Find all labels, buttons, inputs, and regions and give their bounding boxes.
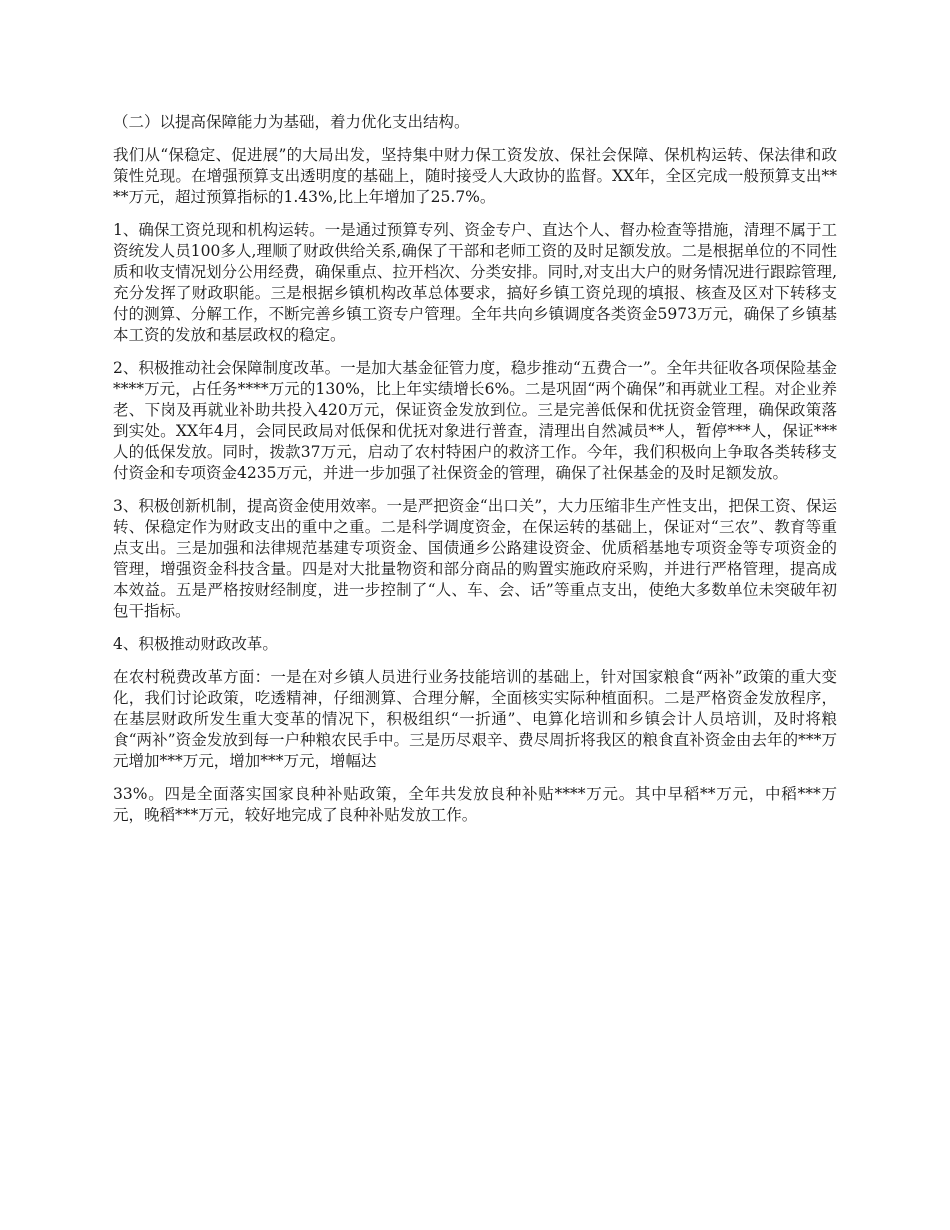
paragraph-social-security: 2、积极推动社会保障制度改革。一是加大基金征管力度，稳步推动“五费合一”。全年共征收各项保险基金****万元，占任务****万元的130%，比上年实绩增长6%。二是巩固“两个确保”和再就业工程。对企业养老、下岗及再就业补助共投入420万元，保证资金发放到位。三是完善低保和优抚资金管理，确保政策落到实处。XX年4月，会同民政局对低保和优抚对象进行普查，清理出自然减员**人，暂停***人，保证***人的低保发放。同时，拨款37万元，启动了农村特困户的救济工作。今年，我们积极向上争取各类转移支付资金和专项资金4235万元，并进一步加强了社保资金的管理，确保了社保基金的及时足额发放。 [113, 359, 837, 482]
paragraph-mechanism: 3、积极创新机制，提高资金使用效率。一是严把资金“出口关”，大力压缩非生产性支出，把保工资、保运转、保稳定作为财政支出的重中之重。二是科学调度资金，在保运转的基础上，保证对“三农”、教育等重点支出。三是加强和法律规范基建专项资金、国债通乡公路建设资金、优质稻基地专项资金等专项资金的管理，增强资金科技含量。四是对大批量物资和部分商品的购置实施政府采购，并进行严格管理，提高成本效益。五是严格按财经制度，进一步控制了“人、车、会、话”等重点支出，使绝大多数单位未突破年初包干指标。 [113, 497, 837, 620]
paragraph-wages: 1、确保工资兑现和机构运转。一是通过预算专列、资金专户、直达个人、督办检查等措施，清理不属于工资统发人员100多人,理顺了财政供给关系,确保了干部和老师工资的及时足额发放。二是根据单位的不同性质和收支情况划分公用经费，确保重点、拉开档次、分类安排。同时,对支出大户的财务情况进行跟踪管理,充分发挥了财政职能。三是根据乡镇机构改革总体要求，搞好乡镇工资兑现的填报、核查及区对下转移支付的测算、分解工作，不断完善乡镇工资专户管理。全年共向乡镇调度各类资金5973万元，确保了乡镇基本工资的发放和基层政权的稳定。 [113, 221, 837, 344]
document-body [113, 112, 837, 838]
section-heading: （二）以提高保障能力为基础，着力优化支出结构。 [113, 113, 470, 131]
paragraph-rural-tax: 在农村税费改革方面：一是在对乡镇人员进行业务技能培训的基础上，针对国家粮食“两补”政策的重大变化，我们讨论政策，吃透精神，仔细测算、合理分解，全面核实实际种植面积。二是严格资金发放程序，在基层财政所发生重大变革的情况下，积极组织“一折通”、电算化培训和乡镇会计人员培训，及时将粮食“两补”资金发放到每一户种粮农民手中。三是历尽艰辛、费尽周折将我区的粮食直补资金由去年的***万元增加***万元，增加***万元，增幅达 [113, 668, 837, 770]
intro-paragraph: 我们从“保稳定、促进展”的大局出发，坚持集中财力保工资发放、保社会保障、保机构运转、保法律和政策性兑现。在增强预算支出透明度的基础上，随时接受人大政协的监督。XX年，全区完成一般预算支出****万元，超过预算指标的1.43%,比上年增加了25.7%。 [113, 146, 837, 206]
paragraph-reform-heading: 4、积极推动财政改革。 [113, 635, 278, 653]
paragraph-seed-subsidy: 33%。四是全面落实国家良种补贴政策，全年共发放良种补贴****万元。其中早稻**万元，中稻***万元，晚稻***万元，较好地完成了良种补贴发放工作。 [113, 785, 837, 824]
